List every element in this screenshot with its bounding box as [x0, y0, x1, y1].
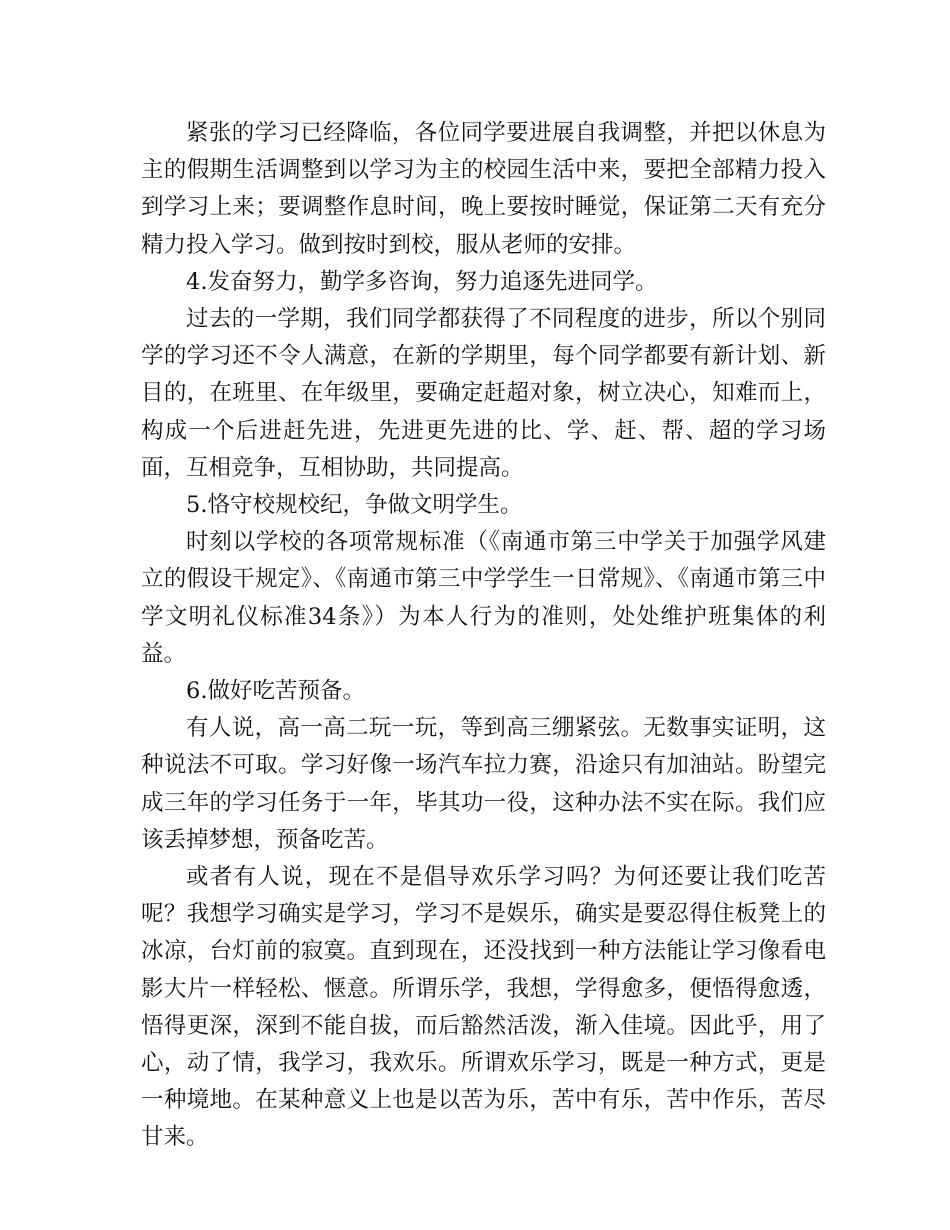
paragraph-hardship-prep: 有人说，高一高二玩一玩，等到高三绷紧弦。无数事实证明，这种说法不可取。学习好像一场汽车拉力赛，沿途只有加油站。盼望完成三年的学习任务于一年，毕其功一役，这种办法不实在际。我们应该丢掉梦想，预备吃苦。: [141, 715, 826, 853]
paragraph-past-semester: 过去的一学期，我们同学都获得了不同程度的进步，所以个别同学的学习还不令人满意，在新的学期里，每个同学都要有新计划、新目的，在班里、在年级里，要确定赶超对象，树立决心，知难而上，构成一个后进赶先进，先进更先进的比、学、赶、帮、超的学习场面，互相竞争，互相协助，共同提高。: [141, 306, 826, 481]
paragraph-school-rules: 时刻以学校的各项常规标准（《南通市第三中学关于加强学风建立的假设干规定》、《南通市第三中学学生一日常规》、《南通市第三中学文明礼仪标准34条》）为本人行为的准则，处处维护班集体的利益。: [141, 529, 826, 667]
document-body: [141, 115, 826, 1157]
heading-item-4: 4.发奋努力，勤学多咨询，努力追逐先进同学。: [186, 268, 658, 295]
paragraph-adjust-self: 紧张的学习已经降临，各位同学要进展自我调整，并把以休息为主的假期生活调整到以学习为主的校园生活中来，要把全部精力投入到学习上来；要调整作息时间，晚上要按时睡觉，保证第二天有充分精力投入学习。做到按时到校，服从老师的安排。: [141, 120, 826, 258]
heading-item-6: 6.做好吃苦预备。: [186, 678, 365, 705]
paragraph-happy-learning: 或者有人说，现在不是倡导欢乐学习吗？为何还要让我们吃苦呢？我想学习确实是学习，学习不是娱乐，确实是要忍得住板凳上的冰凉，台灯前的寂寞。直到现在，还没找到一种方法能让学习像看电影大片一样轻松、惬意。所谓乐学，我想，学得愈多，便悟得愈透，悟得更深，深到不能自拔，而后豁然活泼，渐入佳境。因此乎，用了心，动了情，我学习，我欢乐。所谓欢乐学习，既是一种方式，更是一种境地。在某种意义上也是以苦为乐，苦中有乐，苦中作乐，苦尽甘来。: [141, 864, 826, 1151]
heading-item-5: 5.恪守校规校纪，争做文明学生。: [186, 492, 523, 519]
